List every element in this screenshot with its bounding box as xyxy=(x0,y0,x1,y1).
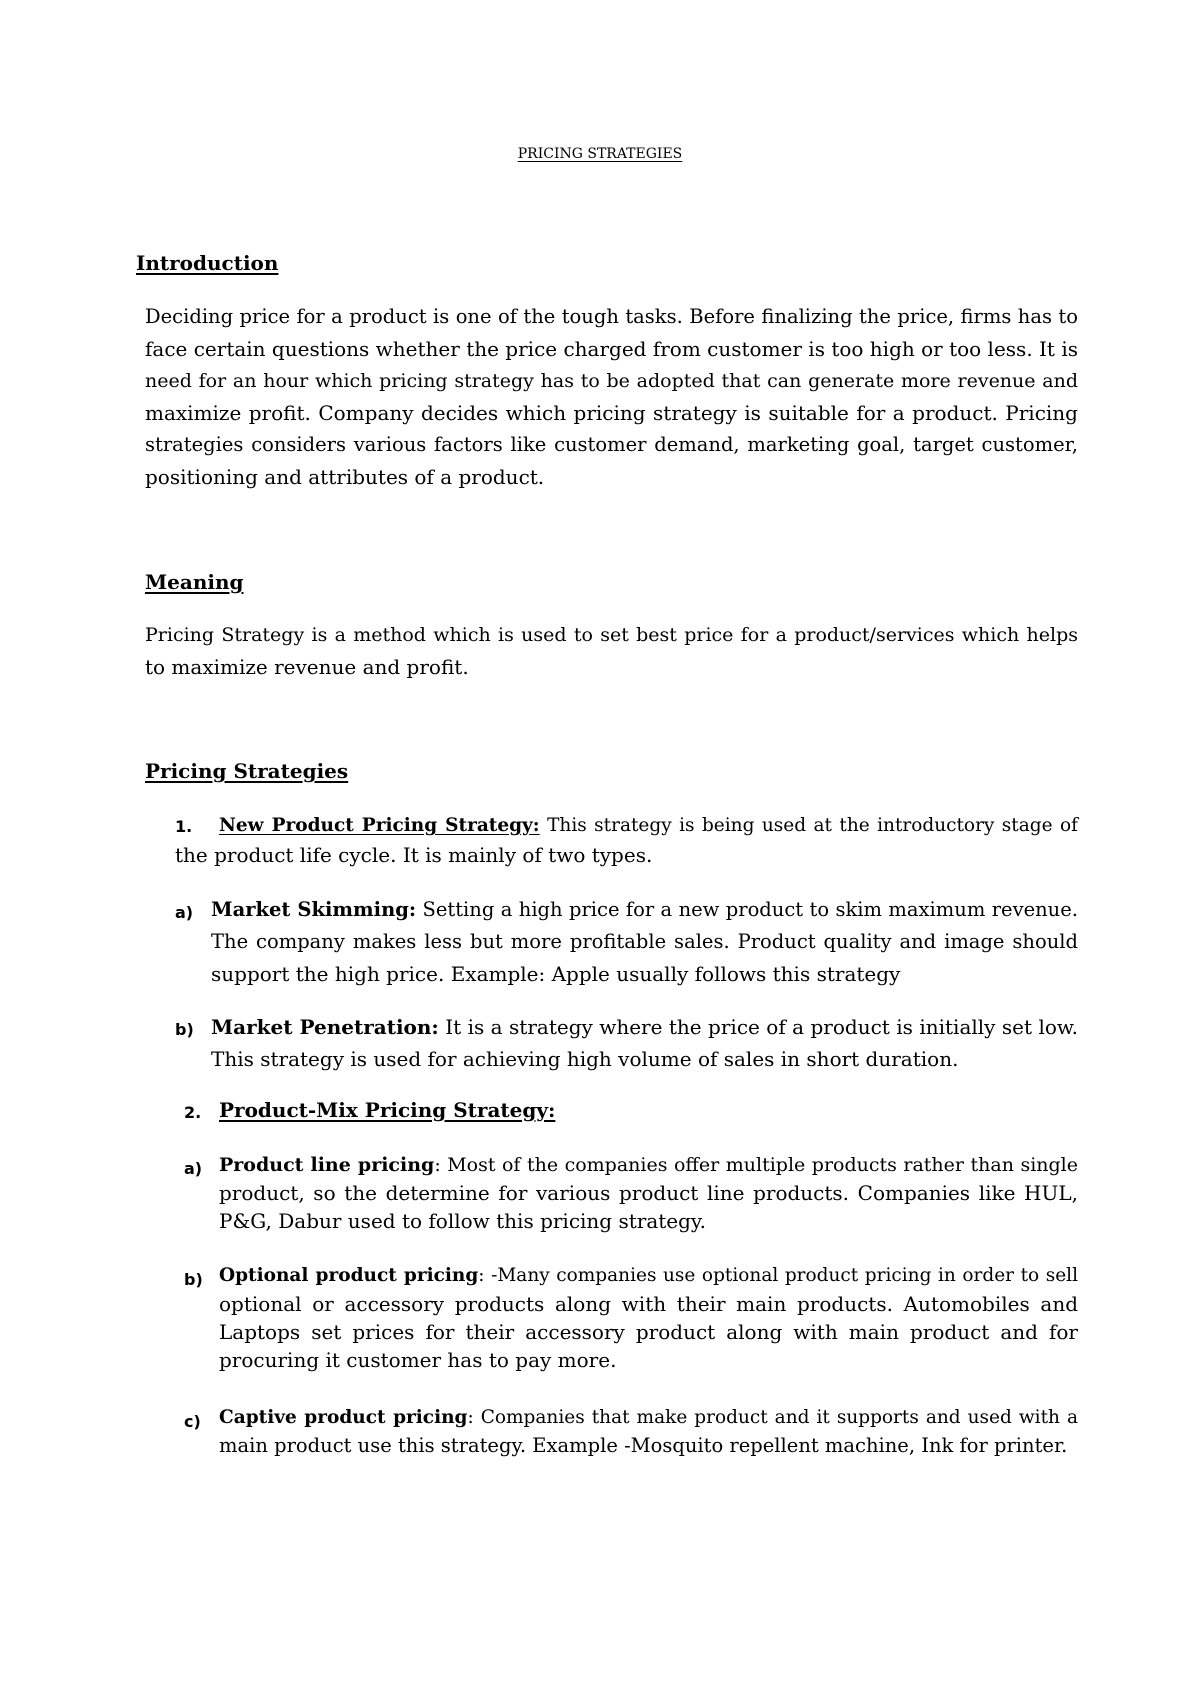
item1b-line: This strategy is used for achieving high volume of sales in short duration. xyxy=(211,1047,959,1071)
meaning-line: to maximize revenue and profit. xyxy=(145,655,469,679)
introduction-line: need for an hour which pricing strategy has to be adopted that can generate more revenue and xyxy=(145,370,1078,392)
page-title: PRICING STRATEGIES xyxy=(517,146,683,162)
item1b-term: Market Penetration: xyxy=(211,1015,439,1039)
item2b-text: : -Many companies use optional product pricing in order to sell xyxy=(478,1265,1078,1286)
item2c-paragraph xyxy=(219,1404,1078,1460)
item2a-paragraph xyxy=(219,1151,1078,1235)
item2c-term: Captive product pricing xyxy=(219,1407,468,1428)
item1b-marker: b) xyxy=(175,1020,194,1039)
item1-second-line: the product life cycle. It is mainly of two types. xyxy=(175,843,653,867)
item1a-line: The company makes less but more profitable sales. Product quality and image should xyxy=(211,930,1078,953)
item1a-text: Setting a high price for a new product to skim maximum revenue. xyxy=(416,898,1078,921)
item2b-line: Laptops set prices for their accessory product along with main product and for xyxy=(219,1320,1078,1344)
item2b-line: optional or accessory products along with their main products. Automobiles and xyxy=(219,1292,1078,1316)
introduction-line: face certain questions whether the price charged from customer is too high or too less. It is xyxy=(145,337,1078,361)
item1-title: New Product Pricing Strategy: xyxy=(219,815,540,836)
item1a-marker: a) xyxy=(175,903,194,922)
item2-title: Product-Mix Pricing Strategy: xyxy=(219,1098,556,1122)
strategies-heading: Pricing Strategies xyxy=(145,759,349,783)
meaning-line: Pricing Strategy is a method which is used to set best price for a product/services which helps xyxy=(145,624,1078,646)
introduction-line: maximize profit. Company decides which pricing strategy is suitable for a product. Pricing xyxy=(145,401,1078,425)
item2a-line: P&G, Dabur used to follow this pricing strategy. xyxy=(219,1209,706,1233)
introduction-line: positioning and attributes of a product. xyxy=(145,465,545,489)
introduction-line: strategies considers various factors like customer demand, marketing goal, target customer, xyxy=(145,433,1078,456)
item1b-paragraph xyxy=(211,1011,1078,1075)
item2-title-line xyxy=(219,1098,555,1122)
introduction-paragraph xyxy=(145,301,1078,493)
item2c-text: : Companies that make product and it supports and used with a xyxy=(467,1407,1078,1428)
item2-marker: 2. xyxy=(184,1103,202,1122)
item2c-line: main product use this strategy. Example -Mosquito repellent machine, Ink for printer. xyxy=(219,1434,1068,1457)
item2a-term: Product line pricing xyxy=(219,1154,435,1176)
introduction-heading: Introduction xyxy=(136,251,279,275)
item1-first-line xyxy=(219,810,1078,842)
item2b-term: Optional product pricing xyxy=(219,1265,479,1286)
item1-marker: 1. xyxy=(175,817,193,836)
item2a-marker: a) xyxy=(184,1159,203,1178)
item2a-text: : Most of the companies offer multiple products rather than single xyxy=(434,1154,1078,1176)
item1-text: This strategy is being used at the introductory stage of xyxy=(539,815,1078,836)
item2a-line: product, so the determine for various product line products. Companies like HUL, xyxy=(219,1181,1078,1205)
item2b-marker: b) xyxy=(184,1270,203,1289)
item1b-text: It is a strategy where the price of a product is initially set low. xyxy=(438,1015,1078,1039)
item2b-paragraph xyxy=(219,1262,1078,1374)
item1a-line: support the high price. Example: Apple usually follows this strategy xyxy=(211,962,901,986)
item1a-term: Market Skimming: xyxy=(211,898,417,921)
meaning-heading: Meaning xyxy=(145,570,244,594)
item2c-marker: c) xyxy=(184,1412,201,1431)
introduction-line: Deciding price for a product is one of the tough tasks. Before finalizing the price, firms has to xyxy=(145,305,1078,328)
item2b-line: procuring it customer has to pay more. xyxy=(219,1348,617,1372)
meaning-paragraph xyxy=(145,619,1078,683)
item1a-paragraph xyxy=(211,894,1078,990)
